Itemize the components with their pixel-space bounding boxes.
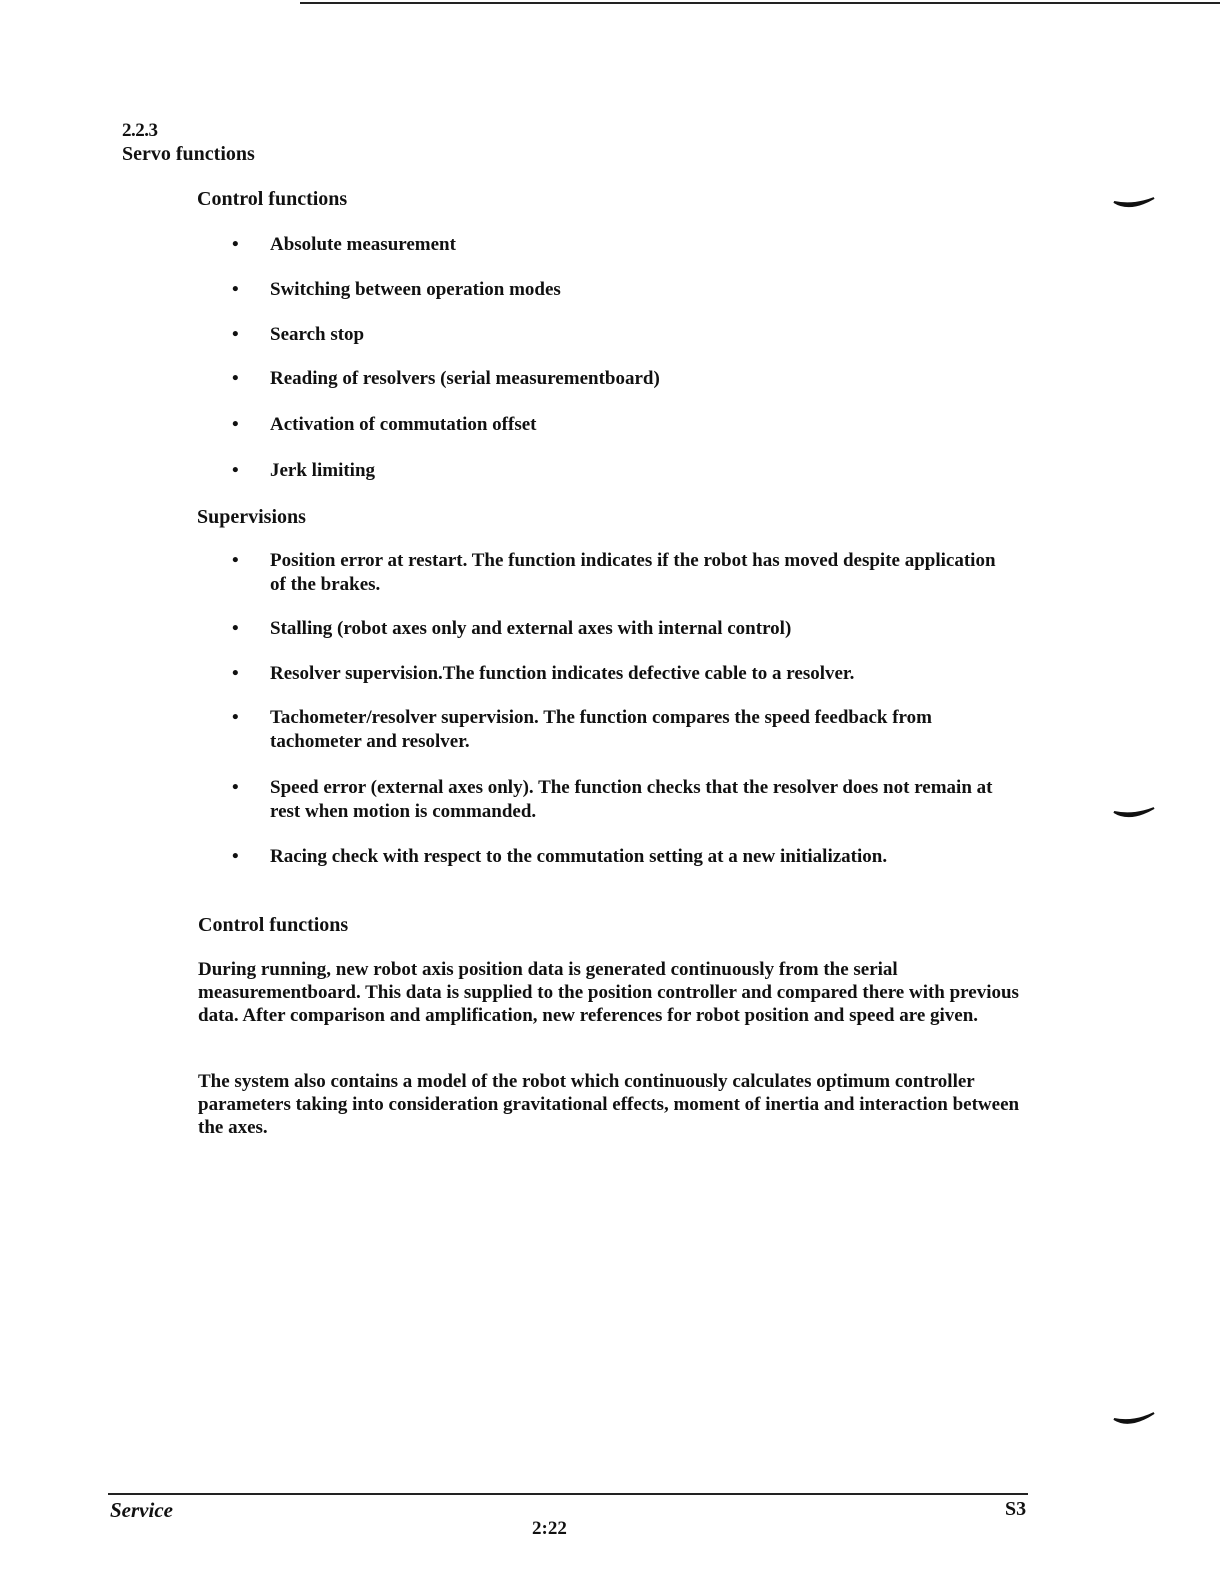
binder-hole-mark-icon — [1108, 800, 1158, 826]
list-item: • Jerk limiting — [232, 460, 376, 481]
supervisions-heading: Supervisions — [197, 506, 306, 528]
top-border-rule — [300, 2, 1220, 4]
bullet-icon: • — [232, 846, 239, 867]
list-item: • Tachometer/resolver supervision. The function compares the speed feedback from tachometer and resolver. — [232, 707, 932, 752]
bullet-icon: • — [232, 707, 239, 728]
bullet-icon: • — [232, 777, 239, 798]
page-number: 2:22 — [532, 1518, 567, 1539]
bullet-icon: • — [232, 663, 239, 684]
binder-hole-mark-icon — [1108, 1405, 1158, 1435]
bullet-icon: • — [232, 414, 239, 435]
list-item: • Position error at restart. The function indicates if the robot has moved despite application of the brakes. — [232, 550, 996, 595]
list-item: • Reading of resolvers (serial measurementboard) — [232, 368, 660, 389]
list-item: • Search stop — [232, 324, 365, 345]
list-item: • Activation of commutation offset — [232, 414, 537, 435]
footer-manual-code: S3 — [1005, 1498, 1027, 1520]
footer-rule — [108, 1493, 1028, 1495]
bullet-icon: • — [232, 460, 239, 481]
section-title: Servo functions — [122, 143, 255, 165]
control-functions-detail-heading: Control functions — [198, 914, 349, 936]
list-item: • Switching between operation modes — [232, 279, 561, 300]
supervisions-list — [232, 549, 1012, 875]
bullet-icon: • — [232, 234, 239, 255]
list-item: • Speed error (external axes only). The function checks that the resolver does not remain at rest when motion is commanded. — [232, 777, 993, 822]
list-item: • Racing check with respect to the commutation setting at a new initialization. — [232, 846, 888, 867]
paragraph-running: During running, new robot axis position data is generated continuously from the serial measurementboard. This data is supplied to the position controller and compared there with previous data. After comparison and amplification, new references for robot position and speed are given. — [198, 959, 1019, 1026]
bullet-icon: • — [232, 618, 239, 639]
list-item: • Stalling (robot axes only and external axes with internal control) — [232, 618, 792, 639]
list-item: • Absolute measurement — [232, 234, 456, 255]
bullet-icon: • — [232, 368, 239, 389]
control-functions-list — [232, 233, 1012, 489]
binder-hole-mark-icon — [1108, 190, 1158, 216]
control-functions-heading: Control functions — [197, 188, 348, 210]
bullet-icon: • — [232, 324, 239, 345]
list-item: • Resolver supervision.The function indicates defective cable to a resolver. — [232, 663, 855, 684]
bullet-icon: • — [232, 550, 239, 571]
footer-section-name: Service — [110, 1498, 173, 1522]
section-number: 2.2.3 — [122, 120, 158, 141]
bullet-icon: • — [232, 279, 239, 300]
paragraph-model: The system also contains a model of the robot which continuously calculates optimum controller parameters taking into consideration gravitational effects, moment of inertia and interaction between the axes. — [198, 1071, 1020, 1138]
